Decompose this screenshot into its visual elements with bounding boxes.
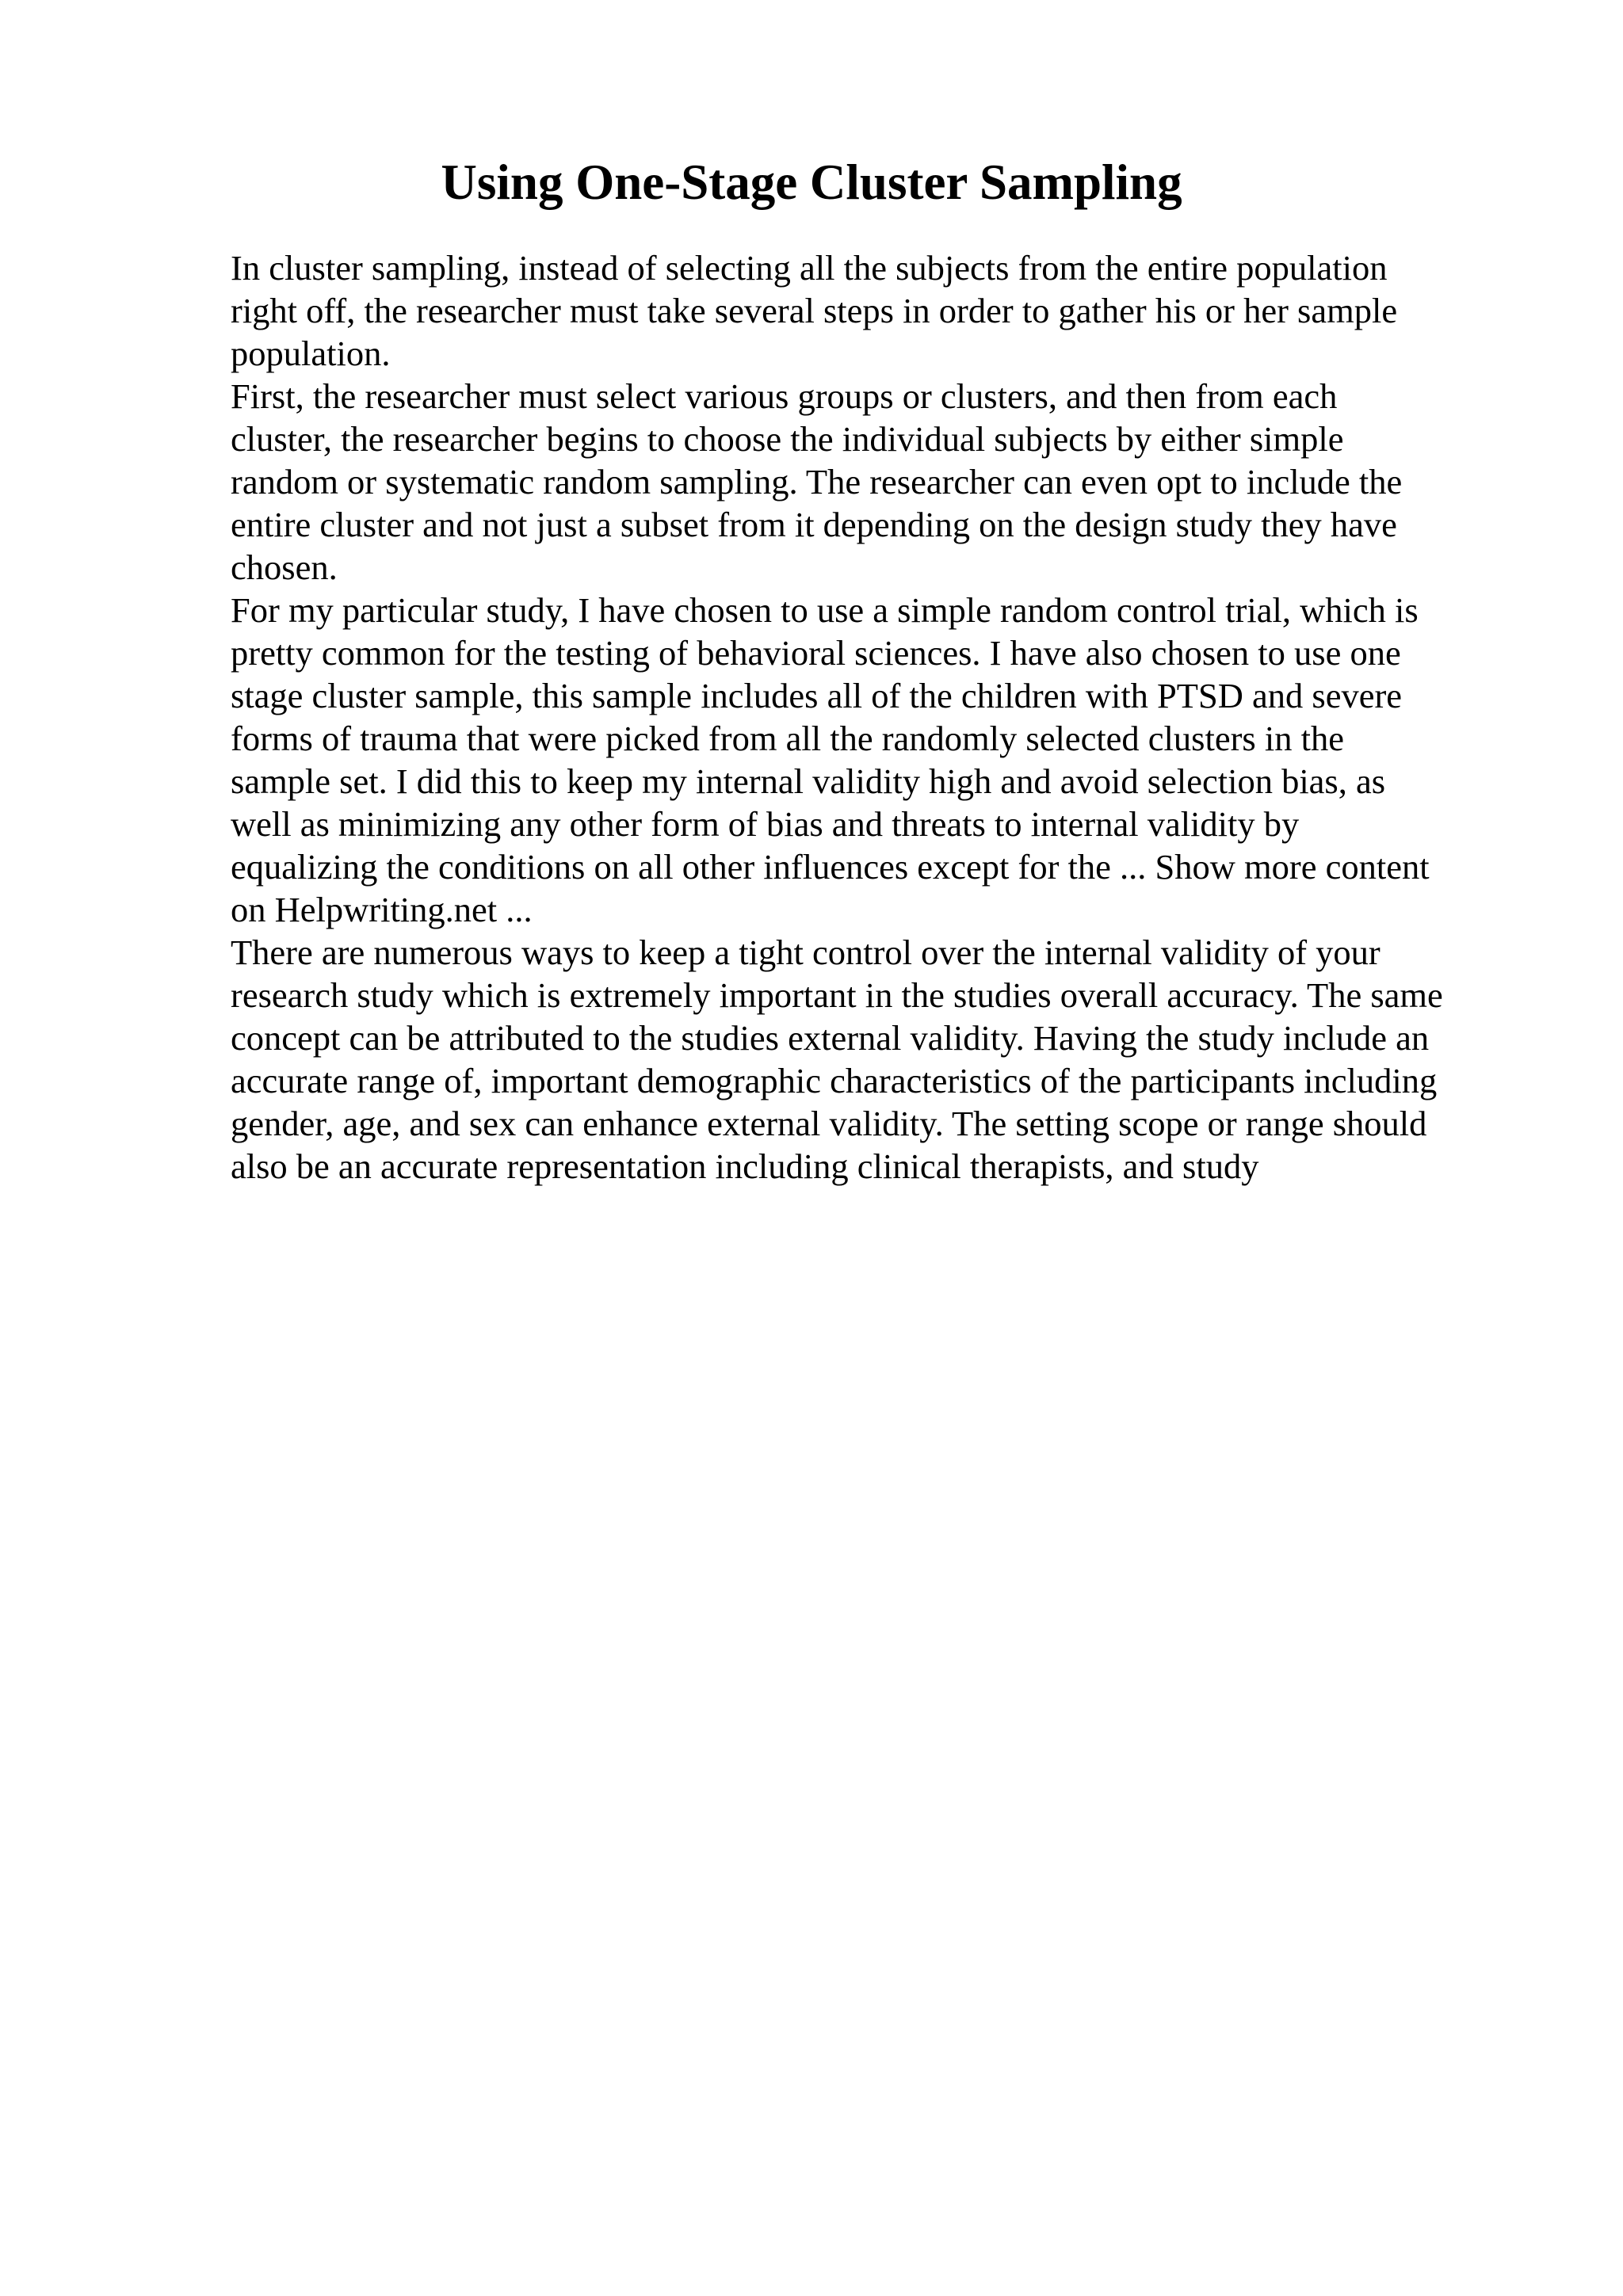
body-line: There are numerous ways to keep a tight control over the internal validity of your <box>231 933 1381 972</box>
body-line: also be an accurate representation including clinical therapists, and study <box>231 1146 1259 1186</box>
document-body <box>231 246 1499 1188</box>
body-line: gender, age, and sex can enhance external validity. The setting scope or range should <box>231 1104 1427 1143</box>
body-line: For my particular study, I have chosen to use a simple random control trial, which is <box>231 590 1419 630</box>
body-line: well as minimizing any other form of bias and threats to internal validity by <box>231 804 1300 844</box>
body-line: concept can be attributed to the studies external validity. Having the study include an <box>231 1018 1430 1058</box>
body-line: accurate range of, important demographic characteristics of the participants including <box>231 1061 1438 1100</box>
body-line: First, the researcher must select various groups or clusters, and then from each <box>231 376 1338 416</box>
body-line: stage cluster sample, this sample includes all of the children with PTSD and severe <box>231 676 1403 715</box>
body-line: sample set. I did this to keep my internal validity high and avoid selection bias, as <box>231 761 1386 801</box>
body-line: forms of trauma that were picked from all the randomly selected clusters in the <box>231 719 1344 758</box>
body-line: pretty common for the testing of behavioral sciences. I have also chosen to use one <box>231 633 1401 673</box>
body-line: research study which is extremely important in the studies overall accuracy. The same <box>231 975 1443 1015</box>
body-line: cluster, the researcher begins to choose the individual subjects by either simple <box>231 419 1344 459</box>
body-line: random or systematic random sampling. The researcher can even opt to include the <box>231 462 1403 502</box>
body-line: entire cluster and not just a subset from it depending on the design study they have <box>231 505 1397 544</box>
body-line: on Helpwriting.net ... <box>231 890 533 929</box>
body-line: right off, the researcher must take several steps in order to gather his or her sample <box>231 291 1398 330</box>
body-line: equalizing the conditions on all other influences except for the ... Show more content <box>231 847 1430 887</box>
document-title: Using One-Stage Cluster Sampling <box>441 154 1182 210</box>
body-line: chosen. <box>231 547 338 587</box>
body-line: In cluster sampling, instead of selecting all the subjects from the entire population <box>231 248 1388 288</box>
body-line: population. <box>231 334 391 373</box>
